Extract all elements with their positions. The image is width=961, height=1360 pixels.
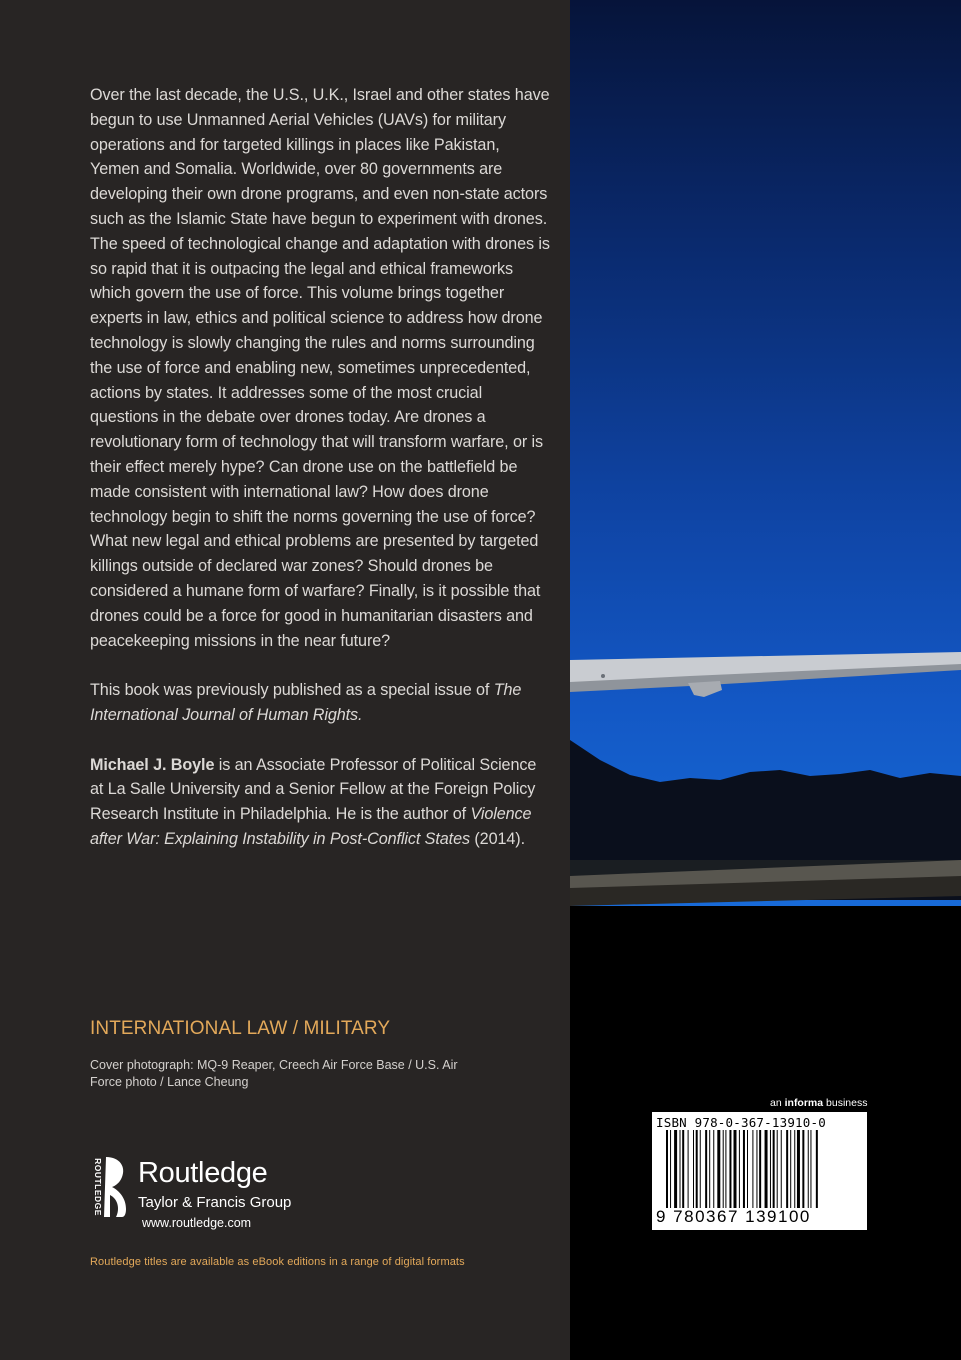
- informa-business-tag: [770, 1097, 867, 1109]
- barcode-bar: [688, 1130, 689, 1208]
- barcode-bar: [756, 1130, 757, 1208]
- barcode-bar: [717, 1130, 720, 1208]
- barcode-bar: [705, 1130, 707, 1208]
- barcode-bar: [777, 1130, 778, 1208]
- barcode-bar: [786, 1130, 788, 1208]
- barcode-bar: [797, 1130, 800, 1208]
- barcode-bar: [700, 1130, 701, 1208]
- informa-suffix: business: [823, 1097, 868, 1109]
- barcode-bar: [713, 1130, 714, 1208]
- barcode-bar: [666, 1130, 668, 1208]
- barcode-bar: [808, 1130, 809, 1208]
- wing-marker: [601, 674, 605, 678]
- ean-digits: 9 780367 139100: [656, 1207, 811, 1226]
- isbn-barcode: [652, 1112, 867, 1230]
- barcode-bar: [747, 1130, 748, 1208]
- photo-credit: Cover photograph: MQ-9 Reaper, Creech Air Force Base / U.S. Air Force photo / Lance Cheung: [90, 1058, 458, 1089]
- barcode-bar: [810, 1130, 811, 1208]
- barcode-bar: [680, 1130, 681, 1208]
- blurb-description: Over the last decade, the U.S., U.K., Israel and other states have begun to use Unmanned Aerial Vehicles (UAVs) for military operations and for targeted killings in places like Pakistan, Yemen and Somalia. Worldwide, over 80 governments are developing their own drone programs, and even non-state actors such as the Islamic State have begun to experiment with drones. The speed of technological change and adaptation with drones is so rapid that it is outpacing the legal and ethical frameworks which govern the use of force. This volume brings together experts in law, ethics and political science to address how drone technology is slowly changing the rules and norms surrounding the use of force and enabling new, sometimes unprecedented, actions by states. It addresses some of the most crucial questions in the debate over drones today. Are drones a revolutionary form of technology that will transform warfare, or is their effect merely hype? Can drone use on the battlefield be made consistent with international law? How does drone technology begin to shift the norms governing the use of force? What new legal and ethical problems are presented by targeted killings outside of declared war zones? Should drones be considered a humane form of warfare? Finally, is it possible that drones could be a force for good in humanitarian disasters and peacekeeping missions in the near future?: [90, 86, 550, 650]
- informa-brand: informa: [784, 1097, 824, 1109]
- barcode-bar: [790, 1130, 791, 1208]
- barcode-bar: [693, 1130, 694, 1208]
- barcode-bar: [759, 1130, 761, 1208]
- barcode-bar: [725, 1130, 726, 1208]
- barcode-bar: [770, 1130, 771, 1208]
- barcode-bar: [765, 1130, 768, 1208]
- barcode-bar: [794, 1130, 795, 1208]
- routledge-mark-icon: [86, 1155, 130, 1219]
- author-bio: [90, 753, 550, 852]
- barcode-bar: [674, 1130, 677, 1208]
- previous-publication-note: [90, 678, 550, 728]
- publisher-group: Taylor & Francis Group: [138, 1194, 292, 1211]
- barcode-bar: [752, 1130, 753, 1208]
- barcode-bar: [734, 1130, 737, 1208]
- isbn-label: ISBN 978-0-367-13910-0: [656, 1115, 826, 1130]
- vertical-wordmark: ROUTLEDGE: [93, 1158, 103, 1216]
- barcode-bar: [781, 1130, 782, 1208]
- barcode-bar: [696, 1130, 698, 1208]
- author-book-year: (2014).: [469, 829, 525, 848]
- barcode-bar: [802, 1130, 804, 1208]
- author-bio-text: is an Associate Professor of Political Science at La Salle University and a Senior Fellow at the Foreign Policy Research Institute in Philadelphia. He is the author of: [90, 755, 537, 824]
- publisher-url: www.routledge.com: [142, 1216, 252, 1230]
- informa-prefix: an: [770, 1097, 785, 1109]
- barcode-bar: [709, 1130, 710, 1208]
- author-book-title: Violence after War: Explaining Instability in Post-Conflict States: [90, 805, 532, 848]
- barcode-bar: [816, 1130, 818, 1208]
- journal-title: The International Journal of Human Rights.: [90, 681, 522, 724]
- wing-pod: [688, 681, 722, 697]
- author-name: Michael J. Boyle: [90, 755, 215, 774]
- barcode-bar: [729, 1130, 731, 1208]
- barcode-bar: [739, 1130, 740, 1208]
- ebook-availability-note: Routledge titles are available as eBook editions in a range of digital formats: [90, 1256, 465, 1268]
- previous-publication-prefix: This book was previously published as a special issue of: [90, 681, 490, 700]
- barcode-bar: [670, 1130, 671, 1208]
- back-cover-blurb: [90, 83, 550, 852]
- barcode-bar: [773, 1130, 775, 1208]
- barcode-bar: [743, 1130, 745, 1208]
- barcode-bar: [682, 1130, 684, 1208]
- barcode-bars: [666, 1130, 862, 1208]
- barcode-bar: [723, 1130, 724, 1208]
- subject-category: INTERNATIONAL LAW / MILITARY: [90, 1018, 391, 1039]
- publisher-name: Routledge: [138, 1157, 268, 1189]
